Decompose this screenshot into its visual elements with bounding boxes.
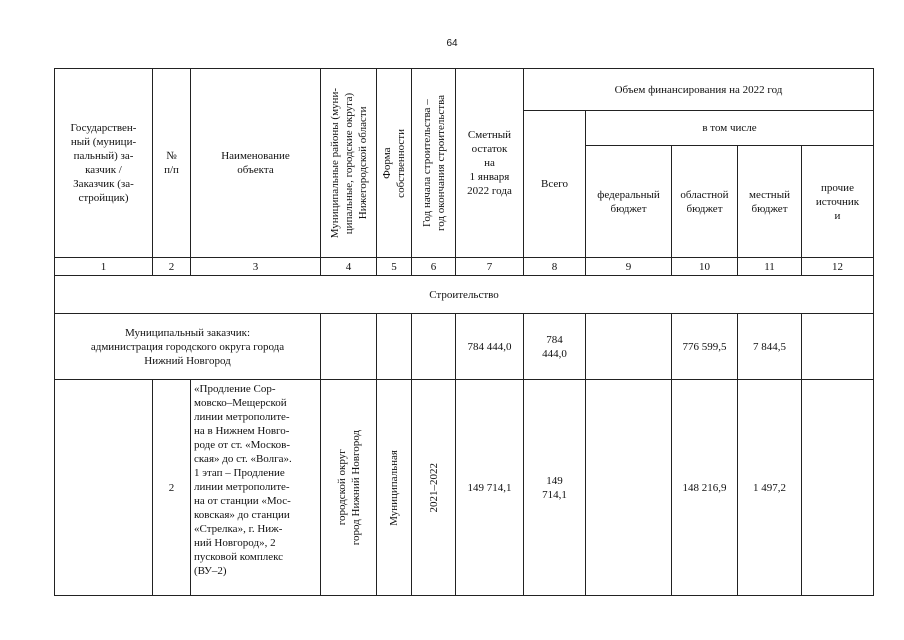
object-federal [586,380,672,596]
header-regional: областной бюджет [672,146,738,258]
header-financing: Объем финансирования на 2022 год [524,69,874,111]
col-num-3: 3 [191,258,321,276]
object-local: 1 497,2 [738,380,802,596]
customer-local: 7 844,5 [738,314,802,380]
header-local: местный бюджет [738,146,802,258]
col-num-7: 7 [456,258,524,276]
object-num: 2 [153,380,191,596]
object-estimate: 149 714,1 [456,380,524,596]
header-estimate-balance: Сметный остаток на 1 января 2022 года [456,69,524,258]
object-district: городской округ город Нижний Новгород [321,380,377,596]
header-other: прочие источник и [802,146,874,258]
column-number-row [55,258,874,276]
header-ownership-form: Форма собственности [377,69,412,258]
object-total: 149 714,1 [524,380,586,596]
col-num-4: 4 [321,258,377,276]
col-num-5: 5 [377,258,412,276]
customer-ownership [377,314,412,380]
object-ownership: Муниципальная [377,380,412,596]
customer-federal [586,314,672,380]
header-num: № п/п [153,69,191,258]
customer-total: 784 444,0 [524,314,586,380]
object-name: «Продление Сор- мовско–Мещерской линии метрополите- на в Нижнем Новго- роде от ст. «Москов- ская» до ст. «Волга». 1 этап – Продление линии метрополите- на от станции «Мос- ковская» до станции «Стрелка», г. Ниж- ний Новгород», 2 пусковой комплекс (ВУ–2) [191,380,321,596]
customer-other [802,314,874,380]
header-federal: федеральный бюджет [586,146,672,258]
col-num-8: 8 [524,258,586,276]
customer-name: Муниципальный заказчик: администрация городского округа города Нижний Новгород [55,314,321,380]
object-years: 2021–2022 [412,380,456,596]
customer-row [55,314,874,380]
object-regional: 148 216,9 [672,380,738,596]
header-object-name: Наименование объекта [191,69,321,258]
header-including: в том числе [586,111,874,146]
object-other [802,380,874,596]
customer-estimate: 784 444,0 [456,314,524,380]
header-total: Всего [524,111,586,258]
col-num-12: 12 [802,258,874,276]
col-num-11: 11 [738,258,802,276]
col-num-6: 6 [412,258,456,276]
col-num-9: 9 [586,258,672,276]
object-customer [55,380,153,596]
customer-years [412,314,456,380]
col-num-2: 2 [153,258,191,276]
financing-table [54,68,874,596]
object-row [55,380,874,596]
header-customer: Государствен- ный (муници- пальный) за- казчик / Заказчик (за- стройщик) [55,69,153,258]
col-num-1: 1 [55,258,153,276]
header-years: Год начала строительства – год окончания строительства [412,69,456,258]
page-number: 64 [446,38,458,49]
section-title: Строительство [55,276,874,314]
col-num-10: 10 [672,258,738,276]
header-municipal-districts: Муниципальные районы (муни- ципальные, городские округа) Нижегородской области [321,69,377,258]
customer-regional: 776 599,5 [672,314,738,380]
customer-district [321,314,377,380]
